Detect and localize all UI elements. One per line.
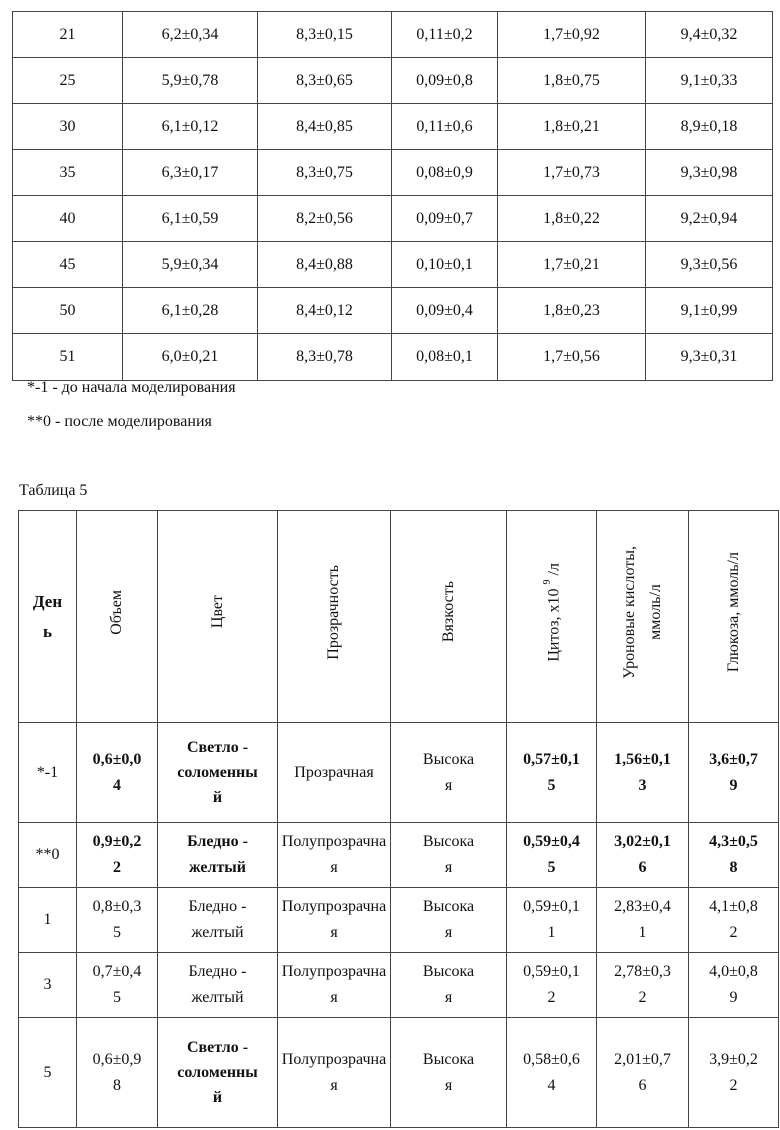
table-5-cell-line: 0,57±0,1 [507,747,596,773]
table-4-cell-col-2: 6,2±0,34 [123,12,258,58]
table-5-cell-line: й [158,785,277,810]
table-5-cell-line: 3,02±0,1 [597,829,688,855]
table-5-row [19,823,779,888]
table-5-cell-line: Высока [391,894,506,920]
table-5-cell-viscosity [391,888,507,953]
table-5-cell-volume [77,1018,158,1128]
table-4-cell-col-4: 0,11±0,2 [392,12,498,58]
table-5-cell-viscosity [391,1018,507,1128]
table-5-cell-volume [77,723,158,823]
table-4-cell-col-2: 6,3±0,17 [123,150,258,196]
table-5-cell-line: я [278,855,390,881]
table-4-cell-col-2: 6,1±0,12 [123,104,258,150]
table-5-cell-line: Полупрозрачна [278,1047,390,1073]
table-4-cell-col-3: 8,3±0,78 [258,334,392,381]
table-5-cell-line: 0,58±0,6 [507,1047,596,1073]
table-4-cell-col-6: 9,3±0,98 [646,150,773,196]
table-5-cell-cytosis [507,723,597,823]
header-viscosity-label: Вязкость [439,581,459,642]
table-4-cell-col-5: 1,8±0,23 [498,288,646,334]
table-5-cell-day: 3 [19,953,77,1018]
table-4-cell-col-4: 0,11±0,6 [392,104,498,150]
table-5-cell-line: желтый [158,985,277,1011]
table-5-cell-line: 4,3±0,5 [689,829,778,855]
header-uronic-acids-label [617,546,669,679]
table-4-cell-col-6: 9,3±0,56 [646,242,773,288]
header-transparency [278,511,391,723]
table-5-cell-line: соломенны [158,760,277,785]
table-4-continuation [12,11,773,381]
header-day-line1: Ден [19,587,76,617]
table-4-cell-col-6: 9,4±0,32 [646,12,773,58]
table-5-cell-line: 2,78±0,3 [597,959,688,985]
table-5-row [19,1018,779,1128]
table-5-cell-line: 5 [77,985,157,1011]
table-5-cell-line: 6 [597,855,688,881]
table-5-caption: Таблица 5 [19,482,87,500]
table-4-cell-col-6: 9,3±0,31 [646,334,773,381]
table-5-cell-line: 4 [507,1073,596,1099]
table-5-cell-color [158,888,278,953]
header-glucose-label: Глюкоза, ммоль/л [724,552,744,672]
table-5-cell-line: Полупрозрачна [278,894,390,920]
table-5-cell-day: 5 [19,1018,77,1128]
table-5-cell-line: Высока [391,959,506,985]
table-5-cell-line: 2,83±0,4 [597,894,688,920]
header-uronic-line2: ммоль/л [647,584,664,640]
table-4-cell-col-5: 1,7±0,21 [498,242,646,288]
table-5-cell-viscosity [391,953,507,1018]
table-4-row [13,12,773,58]
table-5-cell-line: желтый [158,855,277,881]
table-4-row [13,196,773,242]
table-4-cell-day: 21 [13,12,123,58]
table-4-cell-day: 30 [13,104,123,150]
table-4-cell-col-6: 9,1±0,99 [646,288,773,334]
table-4-cell-col-3: 8,4±0,88 [258,242,392,288]
table-5-cell-uric [597,953,689,1018]
footnote-before-modeling: *-1 - до начала моделирования [27,379,236,397]
table-5-cell-color [158,723,278,823]
table-5-cell-line: я [391,985,506,1011]
table-5-cell-cytosis [507,888,597,953]
table-4-cell-col-4: 0,10±0,1 [392,242,498,288]
table-4-cell-col-3: 8,4±0,12 [258,288,392,334]
table-5-cell-line: 2,01±0,7 [597,1047,688,1073]
table-4-cell-day: 35 [13,150,123,196]
table-5-cell-line: Прозрачная [278,760,390,786]
table-5-cell-line: 0,59±0,1 [507,959,596,985]
table-5-cell-viscosity [391,823,507,888]
table-5-cell-glucose [689,888,779,953]
table-5-cell-line: я [391,1073,506,1099]
table-5-cell-line: 0,6±0,0 [77,747,157,773]
table-4-cell-col-2: 6,1±0,59 [123,196,258,242]
table-5-cell-glucose [689,953,779,1018]
table-5-cell-line: 0,59±0,1 [507,894,596,920]
table-5-cell-line: 0,8±0,3 [77,894,157,920]
table-5-row [19,723,779,823]
table-5-cell-uric [597,1018,689,1128]
table-4-cell-day: 40 [13,196,123,242]
header-cytosis [507,511,597,723]
table-5-cell-line: Полупрозрачна [278,959,390,985]
table-5-cell-line: соломенны [158,1060,277,1085]
table-4-row [13,58,773,104]
table-4-cell-col-3: 8,3±0,65 [258,58,392,104]
table-4-cell-col-5: 1,7±0,73 [498,150,646,196]
table-5-cell-transparency [278,1018,391,1128]
table-5-cell-line: Светло - [158,735,277,760]
table-5-cell-line: Бледно - [158,894,277,920]
table-5-row [19,953,779,1018]
table-4-cell-day: 45 [13,242,123,288]
table-5-cell-line: 8 [77,1073,157,1099]
table-4-row [13,150,773,196]
table-4-cell-col-3: 8,4±0,85 [258,104,392,150]
table-5-cell-line: 1 [597,920,688,946]
header-color-label: Цвет [208,595,228,628]
table-4-cell-col-2: 5,9±0,78 [123,58,258,104]
table-5-cell-line: я [278,1073,390,1099]
table-5-cell-transparency [278,723,391,823]
table-5-cell-line: 5 [507,773,596,799]
table-4-cell-col-3: 8,3±0,75 [258,150,392,196]
table-5-cell-line: 2 [507,985,596,1011]
table-5-cell-uric [597,888,689,953]
table-5-cell-color [158,1018,278,1128]
table-4-cell-col-5: 1,7±0,56 [498,334,646,381]
table-5-cell-color [158,953,278,1018]
table-4-cell-col-6: 9,2±0,94 [646,196,773,242]
table-5-cell-line: 0,9±0,2 [77,829,157,855]
table-4-cell-day: 51 [13,334,123,381]
table-5-cell-viscosity [391,723,507,823]
table-5-cell-glucose [689,823,779,888]
table-5-cell-day: 1 [19,888,77,953]
table-5-cell-line: 8 [689,855,778,881]
table-5-cell-line: 2 [77,855,157,881]
table-5-cell-line: й [158,1085,277,1110]
header-day [19,511,77,723]
table-5-cell-line: Светло - [158,1035,277,1060]
table-5-cell-cytosis [507,953,597,1018]
header-day-line2: ь [19,617,76,647]
table-5-cell-line: 4,0±0,8 [689,959,778,985]
header-transparency-label: Прозрачность [324,565,344,660]
table-5-cell-line: Высока [391,1047,506,1073]
table-4-row [13,334,773,381]
table-5-cell-color [158,823,278,888]
table-5-cell-transparency [278,953,391,1018]
table-5-cell-uric [597,723,689,823]
table-5-cell-uric [597,823,689,888]
table-5-cell-line: 2 [689,1073,778,1099]
table-5-cell-day: *-1 [19,723,77,823]
table-5-cell-cytosis [507,1018,597,1128]
table-5-cell-line: 2 [597,985,688,1011]
table-5-cell-line: 4 [77,773,157,799]
table-4-cell-col-2: 5,9±0,34 [123,242,258,288]
table-4-cell-col-3: 8,2±0,56 [258,196,392,242]
table-4-cell-day: 50 [13,288,123,334]
table-5-cell-volume [77,888,158,953]
table-5-cell-volume [77,953,158,1018]
table-5-cell-line: Бледно - [158,829,277,855]
table-4-cell-col-3: 8,3±0,15 [258,12,392,58]
table-5-cell-volume [77,823,158,888]
table-5-cell-line: 0,59±0,4 [507,829,596,855]
table-5-cell-line: 5 [77,920,157,946]
table-5-cell-line: я [391,855,506,881]
table-5-cell-line: 0,7±0,4 [77,959,157,985]
table-4-cell-col-5: 1,8±0,22 [498,196,646,242]
table-4-row [13,242,773,288]
header-glucose [689,511,779,723]
table-4-cell-col-4: 0,09±0,4 [392,288,498,334]
table-5-cell-line: 6 [597,1073,688,1099]
header-color [158,511,278,723]
header-viscosity [391,511,507,723]
table-5-cell-line: Полупрозрачна [278,829,390,855]
table-5-cell-transparency [278,888,391,953]
table-5-cell-transparency [278,823,391,888]
table-5-cell-glucose [689,723,779,823]
table-4-row [13,288,773,334]
table-5-cell-line: 4,1±0,8 [689,894,778,920]
table-5-cell-line: 2 [689,920,778,946]
header-cytosis-unit: /л [546,563,563,575]
table-4-cell-col-5: 1,8±0,21 [498,104,646,150]
table-4-cell-col-4: 0,08±0,1 [392,334,498,381]
table-5-cell-line: я [278,985,390,1011]
table-5-cell-line: 1 [507,920,596,946]
header-uronic-line1: Уроновые кислоты, [621,546,638,679]
table-5-cell-line: 3,6±0,7 [689,747,778,773]
table-4-cell-col-5: 1,8±0,75 [498,58,646,104]
footnote-after-modeling: **0 - после моделирования [27,413,212,431]
table-5-cell-line: 5 [507,855,596,881]
header-volume-label: Объем [107,590,127,635]
header-cytosis-exponent: 9 [542,579,553,584]
table-5-cell-line: 3 [597,773,688,799]
table-4-row [13,104,773,150]
table-5-cell-glucose [689,1018,779,1128]
table-5-cell-line: Высока [391,829,506,855]
header-cytosis-label [538,563,564,662]
table-5-cell-line: 3,9±0,2 [689,1047,778,1073]
table-5-cell-line: я [278,920,390,946]
table-4-cell-col-5: 1,7±0,92 [498,12,646,58]
table-5 [18,510,779,1128]
table-4-cell-col-4: 0,09±0,7 [392,196,498,242]
header-uronic-acids [597,511,689,723]
table-5-cell-line: я [391,773,506,799]
table-5-cell-day: **0 [19,823,77,888]
table-5-cell-line: желтый [158,920,277,946]
header-cytosis-text: Цитоз, х10 [546,588,563,661]
table-4-cell-col-2: 6,0±0,21 [123,334,258,381]
header-volume [77,511,158,723]
table-5-cell-line: 1,56±0,1 [597,747,688,773]
table-4-cell-col-6: 8,9±0,18 [646,104,773,150]
table-4-cell-col-6: 9,1±0,33 [646,58,773,104]
table-5-cell-line: 9 [689,985,778,1011]
table-5-cell-line: 9 [689,773,778,799]
table-5-cell-line: 0,6±0,9 [77,1047,157,1073]
table-4-cell-col-2: 6,1±0,28 [123,288,258,334]
table-5-cell-line: я [391,920,506,946]
table-4-cell-col-4: 0,08±0,9 [392,150,498,196]
table-5-cell-cytosis [507,823,597,888]
table-5-row [19,888,779,953]
table-5-cell-line: Бледно - [158,959,277,985]
table-5-cell-line: Высока [391,747,506,773]
table-5-header-row [19,511,779,723]
table-4-cell-day: 25 [13,58,123,104]
table-4-cell-col-4: 0,09±0,8 [392,58,498,104]
